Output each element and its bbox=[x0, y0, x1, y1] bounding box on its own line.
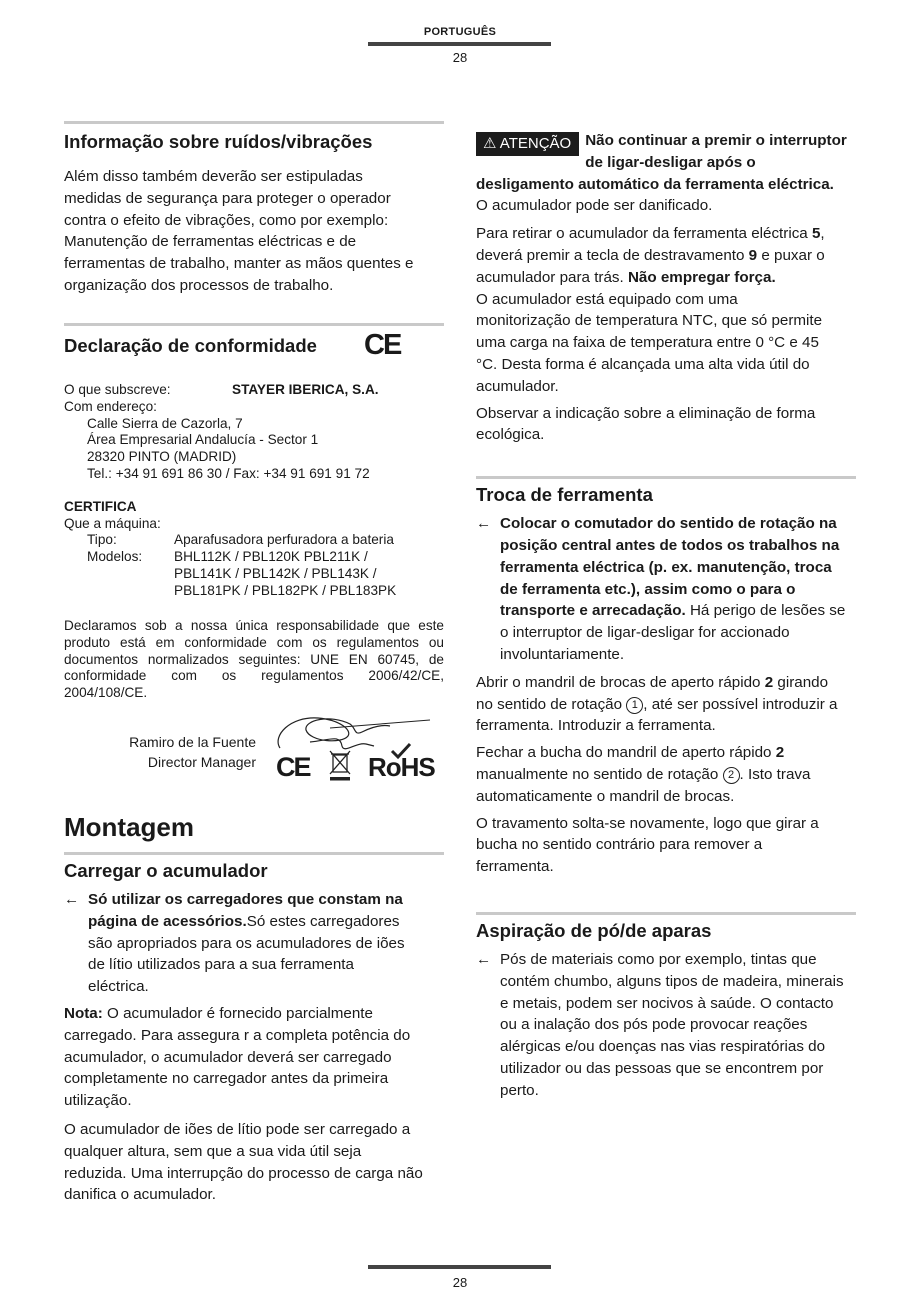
warning-icon: ⚠ bbox=[483, 135, 497, 152]
tool-change-bullet bbox=[476, 513, 846, 666]
arrow-left-icon: ← bbox=[64, 890, 80, 908]
models-line: BHL112K / PBL120K PBL211K / bbox=[174, 549, 368, 565]
signer-name: Ramiro de la Fuente bbox=[129, 733, 256, 750]
warning-rest-text: O acumulador pode ser danificado. bbox=[476, 197, 713, 215]
note-paragraph bbox=[64, 1003, 426, 1112]
certifica-label: CERTIFICA bbox=[64, 498, 137, 514]
type-value: Aparafusadora perfuradora a bateria bbox=[174, 532, 394, 548]
dust-bullet bbox=[476, 949, 848, 1102]
rohs-mark: RoHS bbox=[368, 751, 435, 782]
remove-battery-paragraph: Para retirar o acumulador da ferramenta eléctrica 5, deverá premir a tecla de destravamento 9 e puxar o acumulador para trás. Não empregar força. bbox=[476, 225, 825, 286]
section-rule bbox=[64, 121, 444, 124]
right-column bbox=[476, 130, 856, 1101]
charge-bullet-bold: Só utilizar os carregadores que constam na página de acessórios. bbox=[88, 890, 403, 930]
section-rule bbox=[476, 476, 856, 479]
models-label: Modelos: bbox=[87, 549, 143, 565]
page-number-top: 28 bbox=[452, 50, 468, 65]
models-line: PBL141K / PBL142K / PBL143K / bbox=[174, 566, 377, 582]
conformity-title: Declaração de conformidade bbox=[64, 334, 317, 356]
rotation-circle-2: 2 bbox=[723, 767, 740, 784]
warning-block bbox=[476, 130, 848, 217]
address-line: Tel.: +34 91 691 86 30 / Fax: +34 91 691 91 72 bbox=[87, 465, 370, 481]
close-chuck-paragraph: Fechar a bucha do mandril de aperto rápido 2 manualmente no sentido de rotação 2 . Isto trava automaticamente o mandril de brocas. bbox=[476, 744, 811, 805]
weee-bin-icon bbox=[328, 748, 352, 782]
noise-title: Informação sobre ruídos/vibrações bbox=[64, 131, 373, 152]
left-column bbox=[64, 121, 444, 1206]
company-name: STAYER IBERICA, S.A. bbox=[232, 381, 379, 397]
models-line: PBL181PK / PBL182PK / PBL183PK bbox=[174, 583, 397, 599]
page-number-bottom: 28 bbox=[452, 1275, 468, 1290]
eco-text: Observar a indicação sobre a eliminação de forma ecológica. bbox=[476, 404, 816, 444]
header-bar bbox=[368, 42, 551, 46]
declaration-text: Declaramos sob a nossa única responsabilidade que este produto está em conformidade com os regulamentos ou documentos normalizados seguintes: UNE EN 60745, de conformidade com os regulamentos 2006/42/CE, 2004/108/CE. bbox=[64, 617, 444, 701]
tool-change-bullet-text: Há perigo de lesões se o interruptor de ligar-desligar for accionado involuntariamente. bbox=[500, 602, 846, 663]
undersigned-label: O que subscreve: bbox=[64, 381, 171, 397]
arrow-left-icon: ← bbox=[476, 950, 492, 968]
ce-mark-small: CE bbox=[276, 751, 310, 782]
address-line: 28320 PINTO (MADRID) bbox=[87, 449, 237, 465]
tool-change-title: Troca de ferramenta bbox=[476, 484, 653, 506]
charge-bullet-text: Só estes carregadores são apropriados para os acumuladores de iões de lítio utilizados para a sua ferramenta eléctrica. bbox=[88, 912, 405, 996]
note-label: Nota: bbox=[64, 1004, 103, 1022]
address-label: Com endereço: bbox=[64, 398, 157, 414]
header-language: PORTUGUÊS bbox=[423, 26, 497, 38]
warning-bold-text: Não continuar a premir o interruptor de ligar-desligar após o desligamento automático da ferramenta eléctrica. bbox=[476, 132, 847, 193]
dust-title: Aspiração de pó/de aparas bbox=[476, 919, 712, 941]
dust-bullet-text: Pós de materiais como por exemplo, tintas que contém chumbo, alguns tipos de madeira, minerais e metais, podem ser nocivos à saúde. O contacto ou a inalação dos pós pode provocar reações alérgicas e/ou doenças nas vias respiratórias do utilizador ou das pessoas que se encontrem por perto. bbox=[500, 950, 844, 1099]
arrow-left-icon: ← bbox=[476, 515, 492, 533]
address-line: Calle Sierra de Cazorla, 7 bbox=[87, 415, 243, 431]
signer-title: Director Manager bbox=[147, 753, 256, 770]
ntc-text: O acumulador está equipado com uma monitorização de temperatura NTC, que só permite uma carga na faixa de temperatura entre 0 °C e 45 °C. Desta forma é alcançada uma alta vida útil do acumulador. bbox=[476, 290, 823, 395]
tool-change-bullet-bold: Colocar o comutador do sentido de rotação na posição central antes de todos os trabalhos na ferramenta eléctrica (p. ex. manutenção, troca de ferramenta etc.), assim como o para o transporte e arrecadação. bbox=[500, 515, 840, 620]
address-line: Área Empresarial Andalucía - Sector 1 bbox=[87, 432, 319, 448]
lithium-text: O acumulador de iões de lítio pode ser carregado a qualquer altura, sem que a sua vida útil seja reduzida. Uma interrupção do processo de carga não danifica o acumulador. bbox=[64, 1120, 423, 1204]
section-rule bbox=[64, 852, 444, 855]
rotation-circle-1: 1 bbox=[626, 697, 643, 714]
release-text: O travamento solta-se novamente, logo que girar a bucha no sentido contrário para remover a ferramenta. bbox=[476, 814, 819, 876]
warning-badge: ⚠ ATENÇÃO bbox=[476, 132, 579, 156]
section-rule bbox=[476, 912, 856, 915]
footer-bar bbox=[368, 1265, 551, 1269]
ce-mark: CE bbox=[364, 328, 401, 361]
noise-text: Além disso também deverão ser estipuladas medidas de segurança para proteger o operador contra o efeito de vibrações, como por exemplo: Manutenção de ferramentas eléctricas e de ferramentas de trabalho, manter as mãos quentes e organização dos processos de trabalho. bbox=[64, 168, 414, 294]
charge-bullet bbox=[64, 889, 418, 998]
montagem-title: Montagem bbox=[64, 811, 194, 842]
charge-title: Carregar o acumulador bbox=[64, 859, 268, 881]
note-text: O acumulador é fornecido parcialmente carregado. Para assegura r a completa potência do acumulador, o acumulador deverá ser carregado completamente no carregador antes da primeira utilização. bbox=[64, 1004, 411, 1110]
open-chuck-paragraph: Abrir o mandril de brocas de aperto rápido 2 girando no sentido de rotação 1 , até ser possível introduzir a ferramenta. Introduzir a ferramenta. bbox=[476, 673, 838, 735]
type-label: Tipo: bbox=[87, 532, 117, 548]
machine-label: Que a máquina: bbox=[64, 515, 161, 531]
